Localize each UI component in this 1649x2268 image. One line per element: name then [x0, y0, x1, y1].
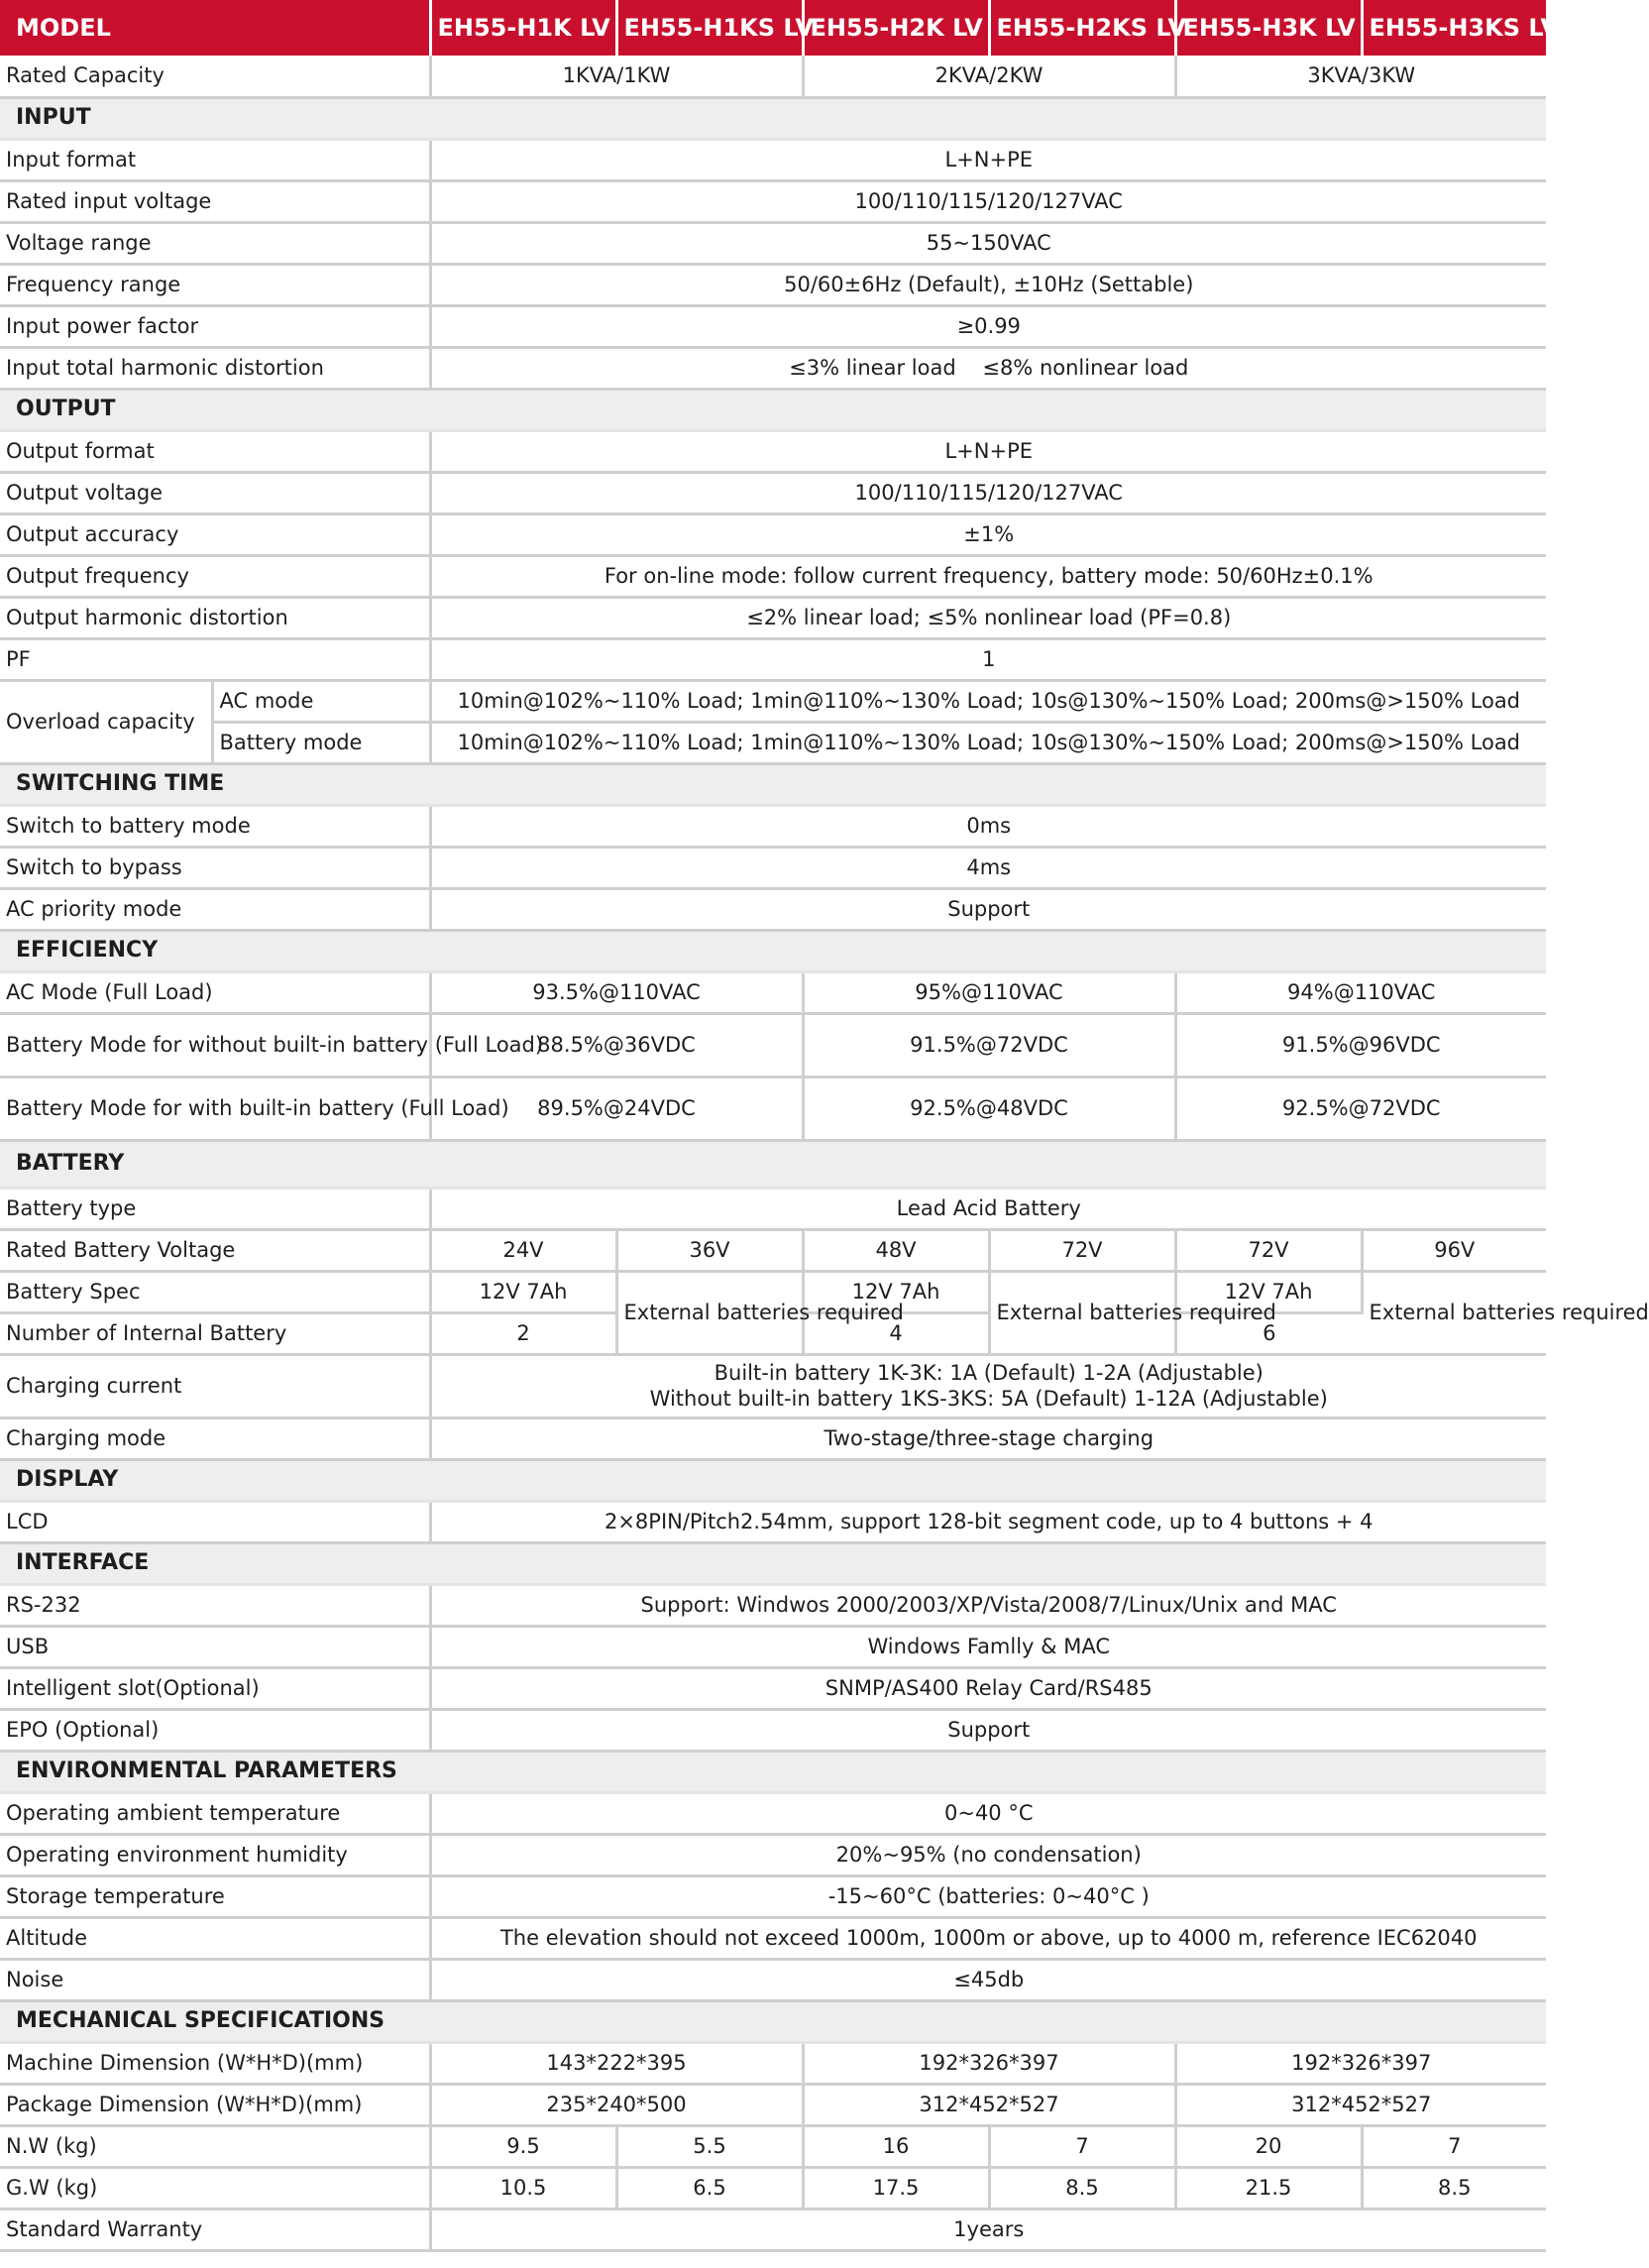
row-value: 7 — [1362, 2125, 1546, 2167]
row-label: PF — [0, 638, 430, 680]
section-header — [0, 1140, 1546, 1188]
table-row — [0, 1354, 1546, 1418]
row-value: 95%@110VAC — [803, 971, 1175, 1013]
row-value: 50/60±6Hz (Default), ±10Hz (Settable) — [430, 264, 1546, 305]
section-title: MECHANICAL SPECIFICATIONS — [0, 2000, 1546, 2042]
table-row — [0, 680, 1546, 722]
overload-sub-label: AC mode — [212, 680, 430, 722]
external-batteries-note: External batteries required — [989, 1271, 1175, 1354]
row-value: Support — [430, 1709, 1546, 1751]
row-value: 88.5%@36VDC — [430, 1013, 803, 1077]
table-row — [0, 222, 1546, 264]
row-value: 4 — [803, 1312, 989, 1354]
row-value: 192*326*397 — [803, 2042, 1175, 2084]
row-value: 312*452*527 — [1175, 2084, 1546, 2125]
table-row — [0, 555, 1546, 597]
row-value: ≥0.99 — [430, 305, 1546, 347]
row-label: Output voltage — [0, 472, 430, 513]
row-value: 235*240*500 — [430, 2084, 803, 2125]
section-title: OUTPUT — [0, 389, 1546, 430]
row-value: 92.5%@72VDC — [1175, 1077, 1546, 1140]
row-label: Input format — [0, 139, 430, 180]
section-title: INTERFACE — [0, 1542, 1546, 1584]
row-value: 100/110/115/120/127VAC — [430, 472, 1546, 513]
external-batteries-note: External batteries required — [1362, 1271, 1546, 1354]
row-label: LCD — [0, 1501, 430, 1542]
row-value: ±1% — [430, 513, 1546, 555]
row-label: AC priority mode — [0, 888, 430, 930]
table-row — [0, 180, 1546, 222]
row-label: Number of Internal Battery — [0, 1312, 430, 1354]
row-value: Two-stage/three-stage charging — [430, 1418, 1546, 1459]
table-row — [0, 1501, 1546, 1542]
table-row — [0, 722, 1546, 763]
row-value: 3KVA/3KW — [1175, 56, 1546, 97]
model-name: EH55-H1KS LV — [616, 0, 803, 56]
table-row — [0, 2209, 1546, 2250]
row-value: Windows Famlly & MAC — [430, 1626, 1546, 1667]
row-value: 2 — [430, 1312, 616, 1354]
row-value: 100/110/115/120/127VAC — [430, 180, 1546, 222]
row-value: 55~150VAC — [430, 222, 1546, 264]
table-row — [0, 971, 1546, 1013]
overload-label: Overload capacity — [0, 680, 212, 763]
table-row — [0, 1013, 1546, 1077]
row-value: 89.5%@24VDC — [430, 1077, 803, 1140]
row-value: 0~40 °C — [430, 1792, 1546, 1834]
table-row — [0, 430, 1546, 472]
overload-sub-label: Battery mode — [212, 722, 430, 763]
model-label: MODEL — [0, 0, 430, 56]
section-title: ENVIRONMENTAL PARAMETERS — [0, 1751, 1546, 1792]
row-label: Operating environment humidity — [0, 1834, 430, 1875]
row-label: Package Dimension (W*H*D)(mm) — [0, 2084, 430, 2125]
row-value: ≤3% linear load ≤8% nonlinear load — [430, 347, 1546, 389]
section-header — [0, 1542, 1546, 1584]
table-row — [0, 1188, 1546, 1229]
row-value: 21.5 — [1175, 2167, 1362, 2209]
section-header — [0, 389, 1546, 430]
table-row — [0, 638, 1546, 680]
row-value: 1KVA/1KW — [430, 56, 803, 97]
row-value: 24V — [430, 1229, 616, 1271]
table-row — [0, 1077, 1546, 1140]
table-row — [0, 2084, 1546, 2125]
model-name: EH55-H2K LV — [803, 0, 989, 56]
section-header — [0, 97, 1546, 139]
table-row — [0, 1626, 1546, 1667]
row-value: Support — [430, 888, 1546, 930]
table-row — [0, 1834, 1546, 1875]
row-label: Frequency range — [0, 264, 430, 305]
table-row — [0, 347, 1546, 389]
row-value: Lead Acid Battery — [430, 1188, 1546, 1229]
row-value: 92.5%@48VDC — [803, 1077, 1175, 1140]
row-label: RS-232 — [0, 1584, 430, 1626]
row-value: 10min@102%~110% Load; 1min@110%~130% Load; 10s@130%~150% Load; 200ms@>150% Load — [430, 680, 1546, 722]
table-row — [0, 1709, 1546, 1751]
row-value: ≤45db — [430, 1959, 1546, 2000]
row-value: 96V — [1362, 1229, 1546, 1271]
row-label: Rated input voltage — [0, 180, 430, 222]
row-value: 4ms — [430, 847, 1546, 888]
row-value: 6.5 — [616, 2167, 803, 2209]
section-header — [0, 763, 1546, 805]
table-row — [0, 1584, 1546, 1626]
row-value: 20%~95% (no condensation) — [430, 1834, 1546, 1875]
table-row — [0, 1271, 1546, 1312]
row-label: AC Mode (Full Load) — [0, 971, 430, 1013]
section-title: BATTERY — [0, 1140, 1546, 1188]
row-label: Intelligent slot(Optional) — [0, 1667, 430, 1709]
row-value: 36V — [616, 1229, 803, 1271]
table-row — [0, 2167, 1546, 2209]
row-label: Output accuracy — [0, 513, 430, 555]
row-value: 7 — [989, 2125, 1175, 2167]
model-name: EH55-H2KS LV — [989, 0, 1175, 56]
row-value: For on-line mode: follow current frequency, battery mode: 50/60Hz±0.1% — [430, 555, 1546, 597]
row-value: 12V 7Ah — [430, 1271, 616, 1312]
row-label: Storage temperature — [0, 1875, 430, 1917]
table-row — [0, 264, 1546, 305]
model-name: EH55-H3K LV — [1175, 0, 1362, 56]
table-row — [0, 847, 1546, 888]
table-row — [0, 1959, 1546, 2000]
row-value: 2×8PIN/Pitch2.54mm, support 128-bit segment code, up to 4 buttons + 4 — [430, 1501, 1546, 1542]
section-header — [0, 2000, 1546, 2042]
row-value: SNMP/AS400 Relay Card/RS485 — [430, 1667, 1546, 1709]
section-header — [0, 1459, 1546, 1501]
row-value: 17.5 — [803, 2167, 989, 2209]
row-value: 1 — [430, 638, 1546, 680]
row-value: ≤2% linear load; ≤5% nonlinear load (PF=0.8) — [430, 597, 1546, 638]
row-label: Battery Mode for without built-in battery (Full Load) — [0, 1013, 430, 1077]
row-value: 48V — [803, 1229, 989, 1271]
table-row — [0, 1917, 1546, 1959]
table-row — [0, 1667, 1546, 1709]
row-value: 312*452*527 — [803, 2084, 1175, 2125]
table-row — [0, 305, 1546, 347]
row-label: G.W (kg) — [0, 2167, 430, 2209]
row-value: 10.5 — [430, 2167, 616, 2209]
table-row — [0, 888, 1546, 930]
row-value: 2KVA/2KW — [803, 56, 1175, 97]
section-title: INPUT — [0, 97, 1546, 139]
table-row — [0, 1875, 1546, 1917]
model-name: EH55-H3KS LV — [1362, 0, 1546, 56]
row-label: Standard Warranty — [0, 2209, 430, 2250]
row-label: Charging current — [0, 1354, 430, 1418]
table-row — [0, 1418, 1546, 1459]
row-value: Support: Windwos 2000/2003/XP/Vista/2008/7/Linux/Unix and MAC — [430, 1584, 1546, 1626]
row-label: Charging mode — [0, 1418, 430, 1459]
row-value: 12V 7Ah — [803, 1271, 989, 1312]
row-label: Switch to battery mode — [0, 805, 430, 847]
row-value: 10min@102%~110% Load; 1min@110%~130% Load; 10s@130%~150% Load; 200ms@>150% Load — [430, 722, 1546, 763]
row-label: Altitude — [0, 1917, 430, 1959]
row-label: Switch to bypass — [0, 847, 430, 888]
row-label: Battery Mode for with built-in battery (Full Load) — [0, 1077, 430, 1140]
section-title: DISPLAY — [0, 1459, 1546, 1501]
row-value: 16 — [803, 2125, 989, 2167]
row-value: The elevation should not exceed 1000m, 1000m or above, up to 4000 m, reference IEC62040 — [430, 1917, 1546, 1959]
row-label: EPO (Optional) — [0, 1709, 430, 1751]
charging-current-line: Built-in battery 1K-3K: 1A (Default) 1-2A (Adjustable) — [714, 1361, 1264, 1385]
row-value: 12V 7Ah — [1175, 1271, 1362, 1312]
row-value: 91.5%@72VDC — [803, 1013, 1175, 1077]
row-value: L+N+PE — [430, 430, 1546, 472]
table-row — [0, 56, 1546, 97]
row-label: Battery Spec — [0, 1271, 430, 1312]
row-value: 6 — [1175, 1312, 1362, 1354]
row-label: Input total harmonic distortion — [0, 347, 430, 389]
section-header — [0, 1751, 1546, 1792]
row-value: L+N+PE — [430, 139, 1546, 180]
external-batteries-note: External batteries required — [616, 1271, 803, 1354]
table-row — [0, 1229, 1546, 1271]
table-row — [0, 139, 1546, 180]
row-value: 1years — [430, 2209, 1546, 2250]
row-value: 8.5 — [989, 2167, 1175, 2209]
row-value: 20 — [1175, 2125, 1362, 2167]
row-label: Output frequency — [0, 555, 430, 597]
charging-current-line: Without built-in battery 1KS-3KS: 5A (Default) 1-12A (Adjustable) — [649, 1387, 1328, 1411]
row-value: 0ms — [430, 805, 1546, 847]
row-value: 93.5%@110VAC — [430, 971, 803, 1013]
row-label: N.W (kg) — [0, 2125, 430, 2167]
table-row — [0, 2042, 1546, 2084]
table-row — [0, 513, 1546, 555]
row-value: 94%@110VAC — [1175, 971, 1546, 1013]
header-row — [0, 0, 1546, 56]
row-label: Rated Battery Voltage — [0, 1229, 430, 1271]
row-label: Voltage range — [0, 222, 430, 264]
row-value: 72V — [1175, 1229, 1362, 1271]
row-value: -15~60°C (batteries: 0~40°C ) — [430, 1875, 1546, 1917]
section-title: EFFICIENCY — [0, 930, 1546, 971]
row-value: 192*326*397 — [1175, 2042, 1546, 2084]
table-row — [0, 472, 1546, 513]
model-name: EH55-H1K LV — [430, 0, 616, 56]
row-value: 5.5 — [616, 2125, 803, 2167]
section-title: SWITCHING TIME — [0, 763, 1546, 805]
section-header — [0, 930, 1546, 971]
table-row — [0, 597, 1546, 638]
row-value: 72V — [989, 1229, 1175, 1271]
row-label: Operating ambient temperature — [0, 1792, 430, 1834]
row-value: 8.5 — [1362, 2167, 1546, 2209]
row-label: Input power factor — [0, 305, 430, 347]
row-value: 9.5 — [430, 2125, 616, 2167]
row-label: Noise — [0, 1959, 430, 2000]
row-label: Rated Capacity — [0, 56, 430, 97]
row-value: 91.5%@96VDC — [1175, 1013, 1546, 1077]
table-row — [0, 2125, 1546, 2167]
row-label: Output harmonic distortion — [0, 597, 430, 638]
row-value: 143*222*395 — [430, 2042, 803, 2084]
table-row — [0, 1792, 1546, 1834]
row-label: Machine Dimension (W*H*D)(mm) — [0, 2042, 430, 2084]
table-row — [0, 805, 1546, 847]
charging-current-cell — [430, 1354, 1546, 1418]
row-label: USB — [0, 1626, 430, 1667]
row-label: Output format — [0, 430, 430, 472]
row-label: Battery type — [0, 1188, 430, 1229]
